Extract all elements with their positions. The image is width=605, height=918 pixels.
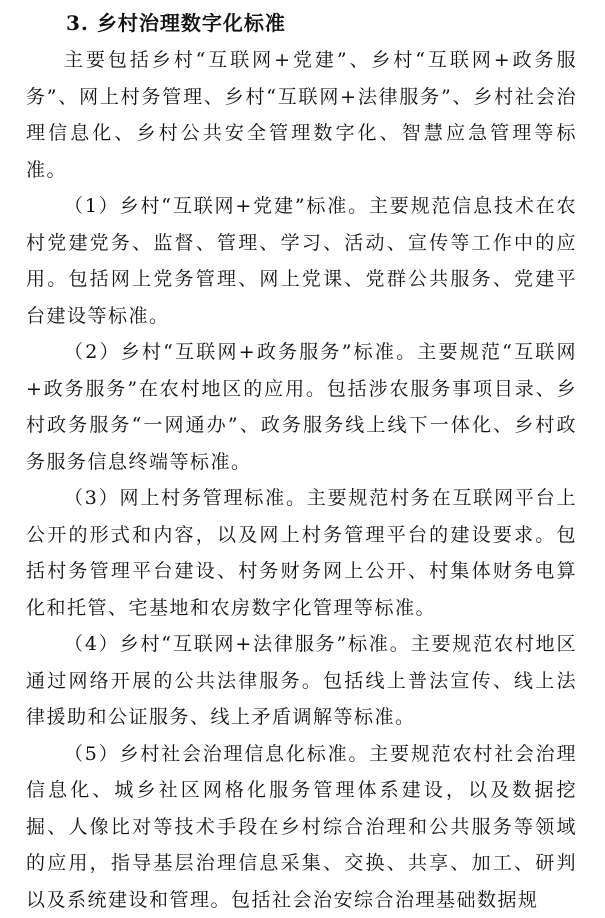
paragraph-government-services: （2）乡村“互联网+政务服务”标准。主要规范“互联网+政务服务”在农村地区的应用。包括涉农服务事项目录、乡村政务服务“一网通办”、政务服务线上线下一体化、乡村政务服务信息终端等标准。 <box>26 334 577 480</box>
section-number: 3. <box>66 11 89 35</box>
section-title: 乡村治理数字化标准 <box>97 11 286 35</box>
intro-paragraph: 主要包括乡村“互联网+党建”、乡村“互联网+政务服务”、网上村务管理、乡村“互联网+法律服务”、乡村社会治理信息化、乡村公共安全管理数字化、智慧应急管理等标准。 <box>26 42 577 188</box>
paragraph-legal-services: （4）乡村“互联网+法律服务”标准。主要规范农村地区通过网络开展的公共法律服务。包括线上普法宣传、线上法律援助和公证服务、线上矛盾调解等标准。 <box>26 626 577 736</box>
paragraph-village-affairs: （3）网上村务管理标准。主要规范村务在互联网平台上公开的形式和内容，以及网上村务管理平台的建设要求。包括村务管理平台建设、村务财务网上公开、村集体财务电算化和托管、宅基地和农房数字化管理等标准。 <box>26 480 577 626</box>
paragraph-social-governance: （5）乡村社会治理信息化标准。主要规范农村社会治理信息化、城乡社区网格化服务管理体系建设，以及数据挖掘、人像比对等技术手段在乡村综合治理和公共服务等领域的应用，指导基层治理信息采集、交换、共享、加工、研判以及系统建设和管理。包括社会治安综合治理基础数据规 <box>26 736 577 918</box>
paragraph-party-building: （1）乡村“互联网+党建”标准。主要规范信息技术在农村党建党务、监督、管理、学习、活动、宣传等工作中的应用。包括网上党务管理、网上党课、党群公共服务、党建平台建设等标准。 <box>26 188 577 334</box>
section-heading <box>26 8 577 38</box>
